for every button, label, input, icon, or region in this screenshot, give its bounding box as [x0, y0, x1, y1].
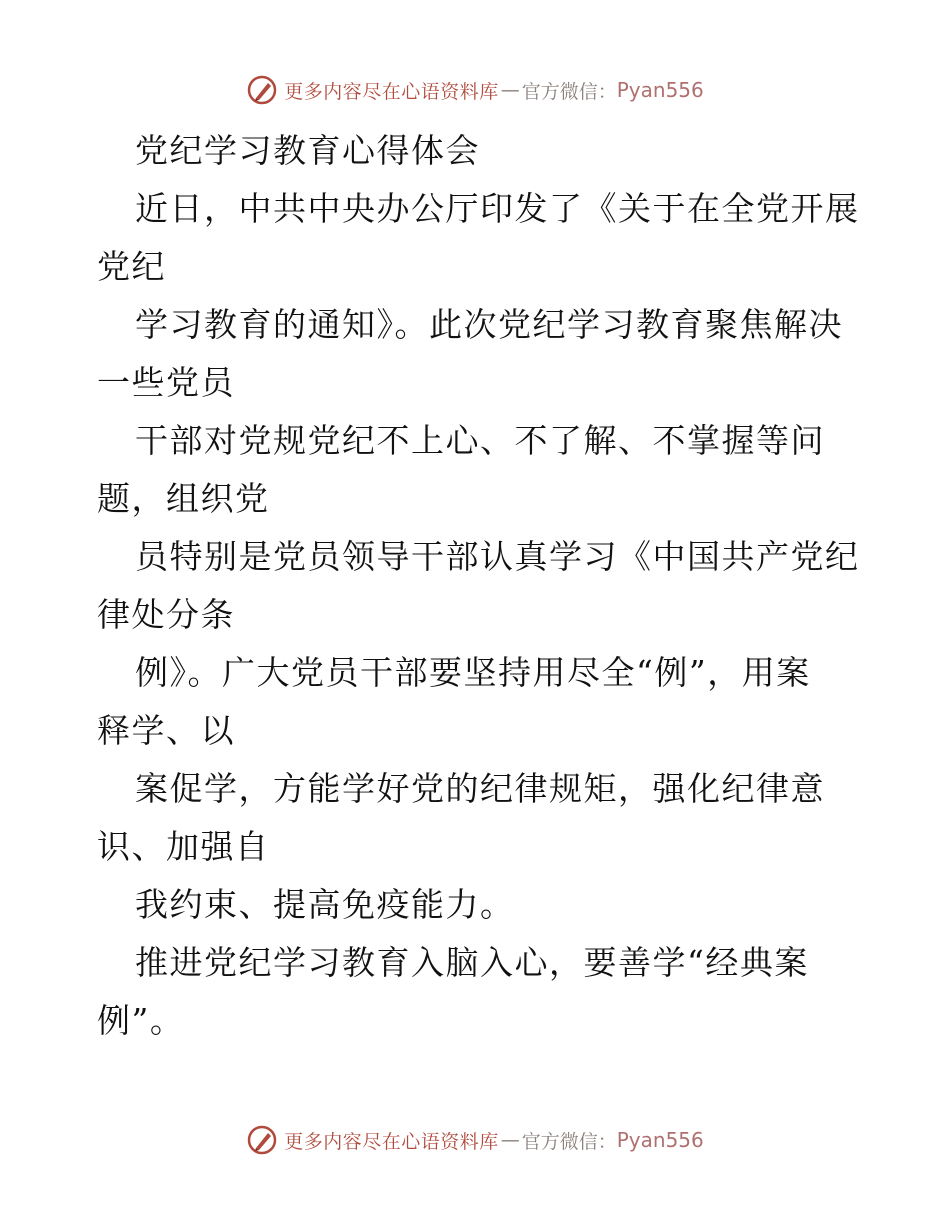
- text-line: 识、加强自: [97, 827, 270, 866]
- header-promo-text: 更多内容尽在心语资料库: [284, 80, 499, 103]
- text-line: 党纪: [97, 247, 166, 286]
- document-title: 党纪学习教育心得体会: [135, 131, 480, 170]
- header-separator: —: [500, 79, 520, 101]
- text-line: 例》。广大党员干部要坚持用尽全“例”，用案: [135, 653, 811, 692]
- footer-promo-text: 更多内容尽在心语资料库: [284, 1130, 499, 1153]
- text-line: 释学、以: [97, 711, 235, 750]
- text-line: 案促学，方能学好党的纪律规矩，强化纪律意: [135, 769, 825, 808]
- header-wechat-label: 官方微信：: [521, 80, 617, 103]
- footer-separator: —: [500, 1129, 520, 1151]
- text-line: 推进党纪学习教育入脑入心，要善学“经典案: [135, 943, 809, 982]
- pen-logo-icon: [246, 1124, 278, 1156]
- header-wechat-id: Pyan556: [616, 78, 704, 102]
- pen-logo-icon: [246, 74, 278, 106]
- text-line: 学习教育的通知》。此次党纪学习教育聚焦解决: [135, 305, 843, 344]
- text-line: 律处分条: [97, 595, 235, 634]
- document-body: [97, 122, 867, 1050]
- text-line: 例”。: [97, 1001, 185, 1040]
- footer-banner: [0, 1120, 950, 1160]
- footer-wechat-label: 官方微信：: [521, 1130, 617, 1153]
- text-line: 我约束、提高免疫能力。: [135, 885, 515, 924]
- text-line: 一些党员: [97, 363, 235, 402]
- footer-wechat-id: Pyan556: [616, 1128, 704, 1152]
- text-line: 干部对党规党纪不上心、不了解、不掌握等问: [135, 421, 825, 460]
- header-banner: [0, 70, 950, 110]
- text-line: 近日，中共中央办公厅印发了《关于在全党开展: [135, 189, 860, 228]
- text-line: 员特别是党员领导干部认真学习《中国共产党纪: [135, 537, 860, 576]
- text-line: 题，组织党: [97, 479, 270, 518]
